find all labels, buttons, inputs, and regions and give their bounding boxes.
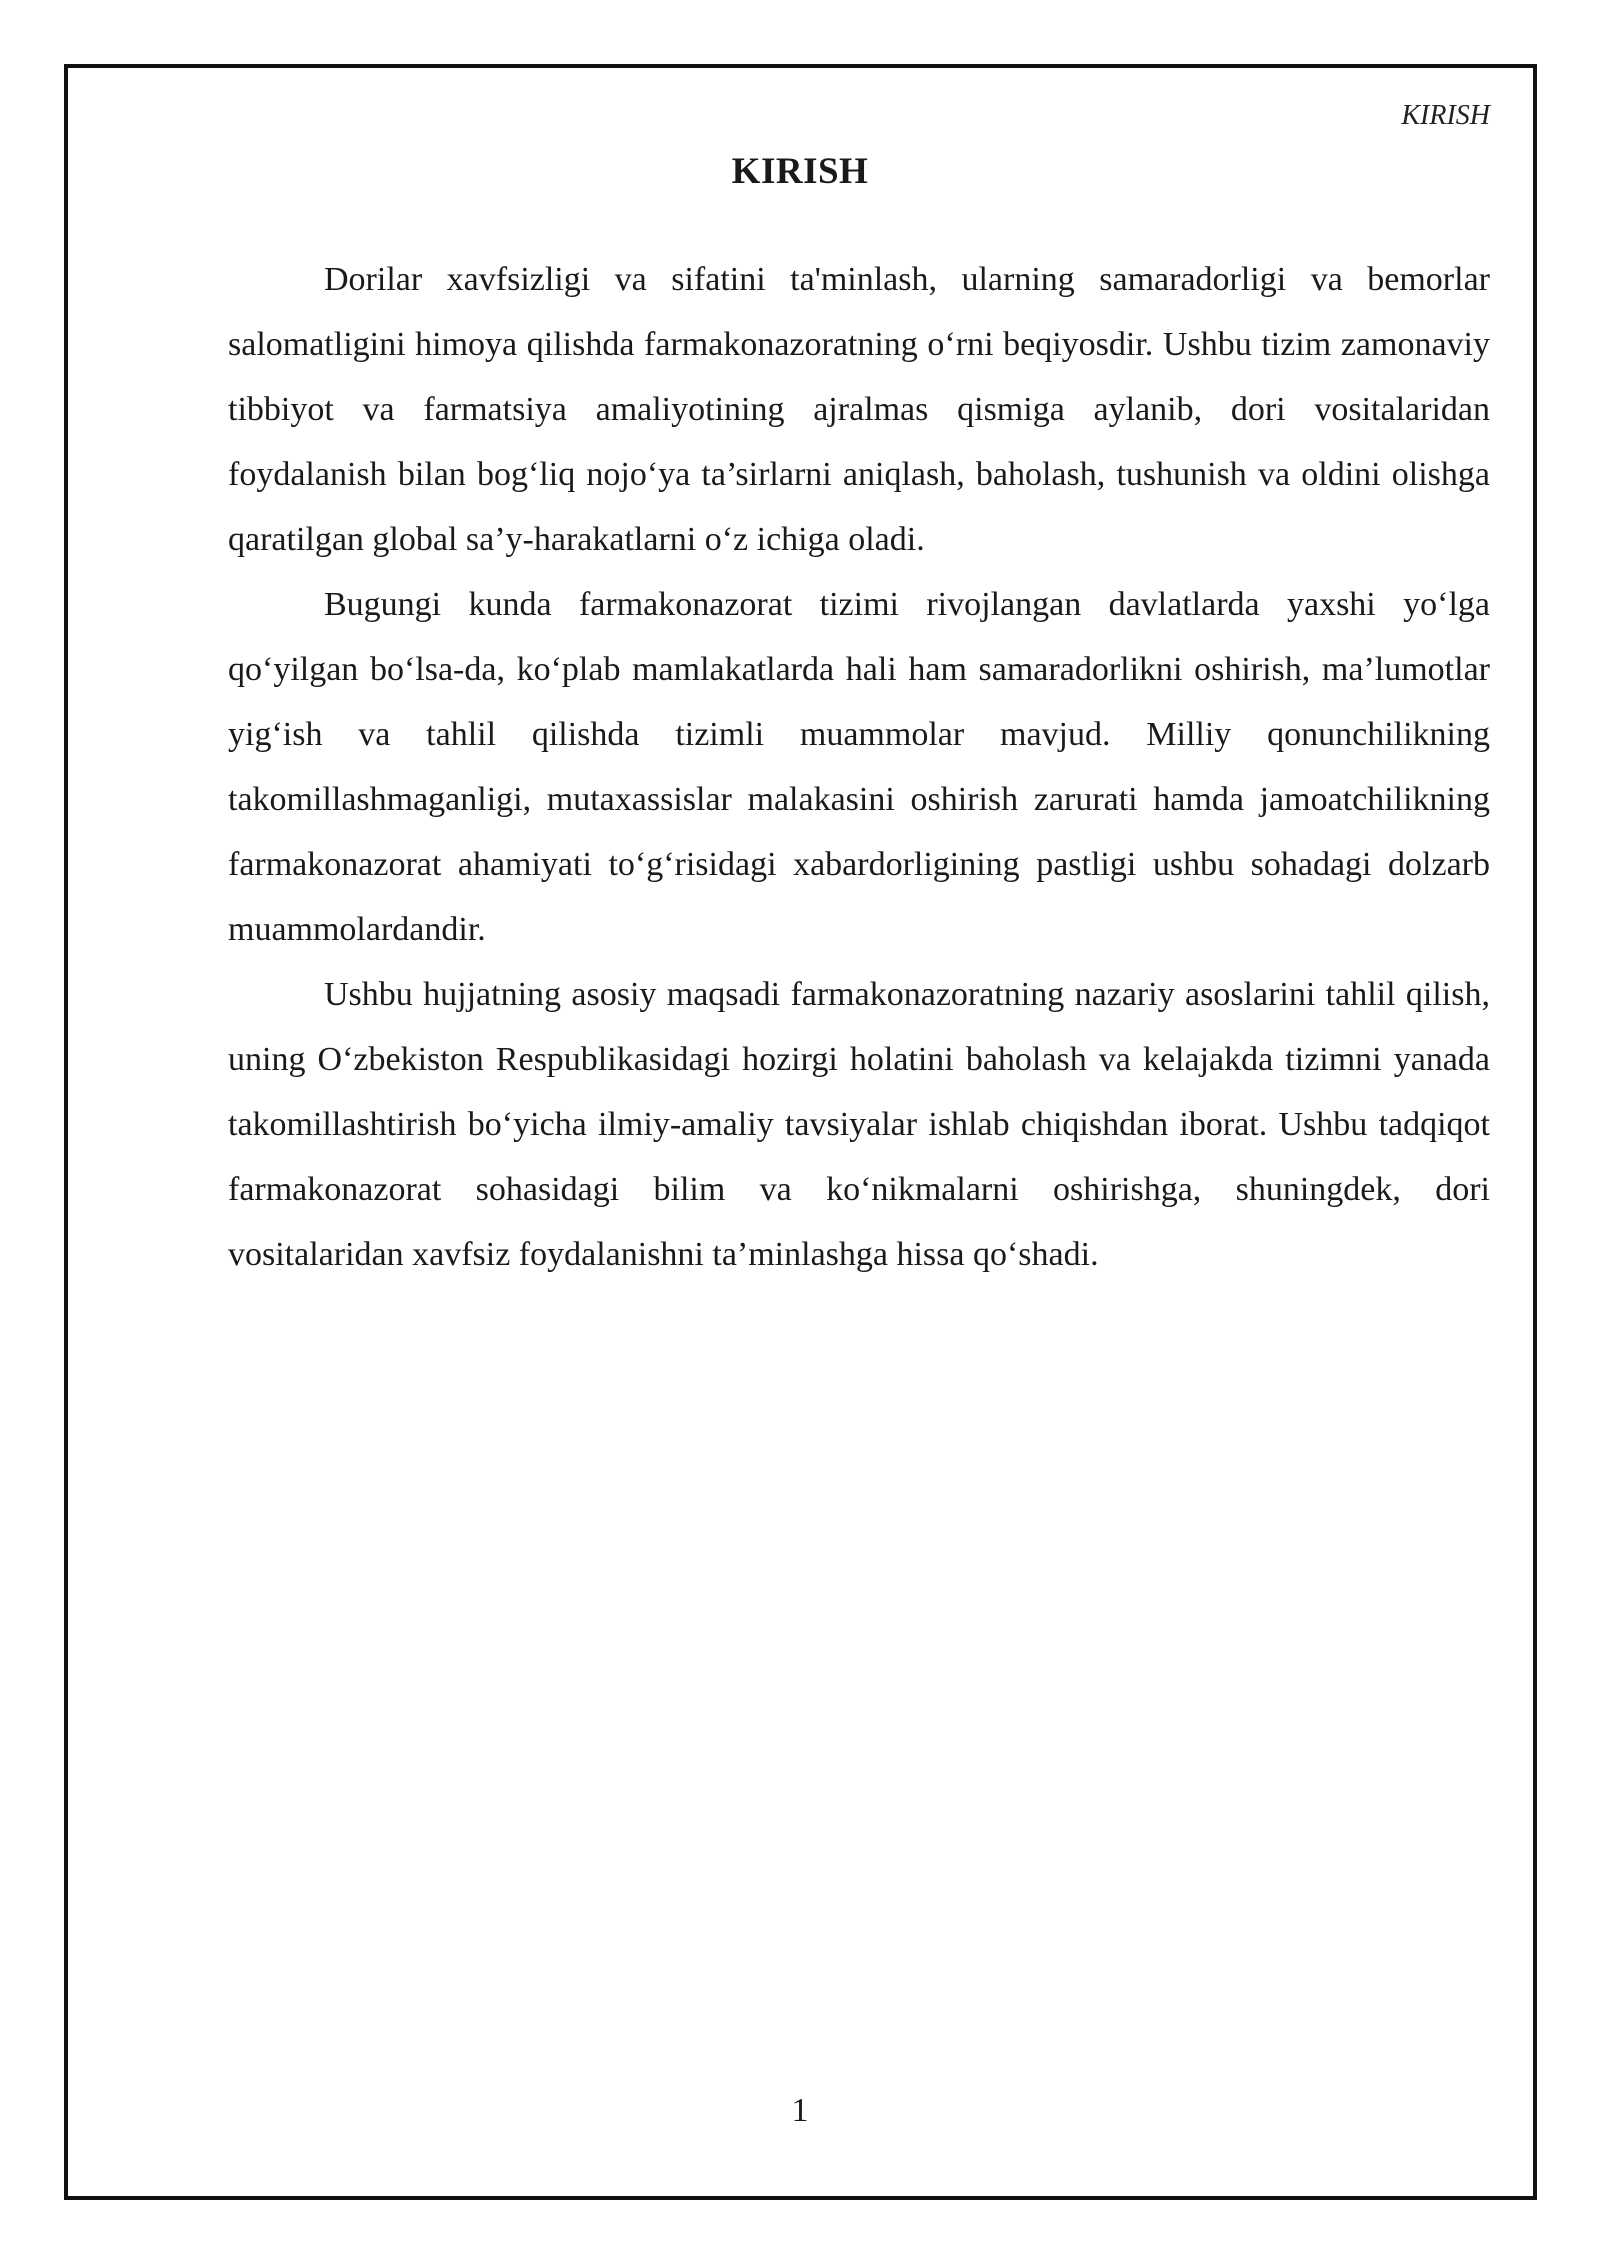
paragraph: Bugungi kunda farmakonazorat tizimi rivojlangan davlatlarda yaxshi yo‘lga qo‘yilgan bo‘lsa-da, ko‘plab mamlakatlarda hali ham samaradorlikni oshirish, ma’lumotlar yig‘ish va tahlil qilishda tizimli muammolar mavjud. Milliy qonunchilikning takomillashmaganligi, mutaxassislar malakasini oshirish zarurati hamda jamoatchilikning farmakonazorat ahamiyati to‘g‘risidagi xabardorligining pastligi ushbu sohadagi dolzarb muammolardandir. <box>228 586 1490 948</box>
page-title: KIRISH <box>731 151 869 192</box>
page-number: 1 <box>791 2092 809 2129</box>
paragraph: Ushbu hujjatning asosiy maqsadi farmakonazoratning nazariy asoslarini tahlil qilish, uning O‘zbekiston Respublikasidagi hozirgi holatini baholash va kelajakda tizimni yanada takomillashtirish bo‘yicha ilmiy-amaliy tavsiyalar ishlab chiqishdan iborat. Ushbu tadqiqot farmakonazorat sohasidagi bilim va ko‘nikmalarni oshirishga, shuningdek, dori vositalaridan xavfsiz foydalanishni ta’minlashga hissa qo‘shadi. <box>228 976 1490 1273</box>
paragraph: Dorilar xavfsizligi va sifatini ta'minlash, ularning samaradorligi va bemorlar salomatligini himoya qilishda farmakonazoratning o‘rni beqiyosdir. Ushbu tizim zamonaviy tibbiyot va farmatsiya amaliyotining ajralmas qismiga aylanib, dori vositalaridan foydalanish bilan bog‘liq nojo‘ya ta’sirlarni aniqlash, baholash, tushunish va oldini olishga qaratilgan global sa’y-harakatlarni o‘z ichiga oladi. <box>228 261 1490 558</box>
running-header: KIRISH <box>1401 100 1490 131</box>
document-body <box>228 247 1490 1287</box>
